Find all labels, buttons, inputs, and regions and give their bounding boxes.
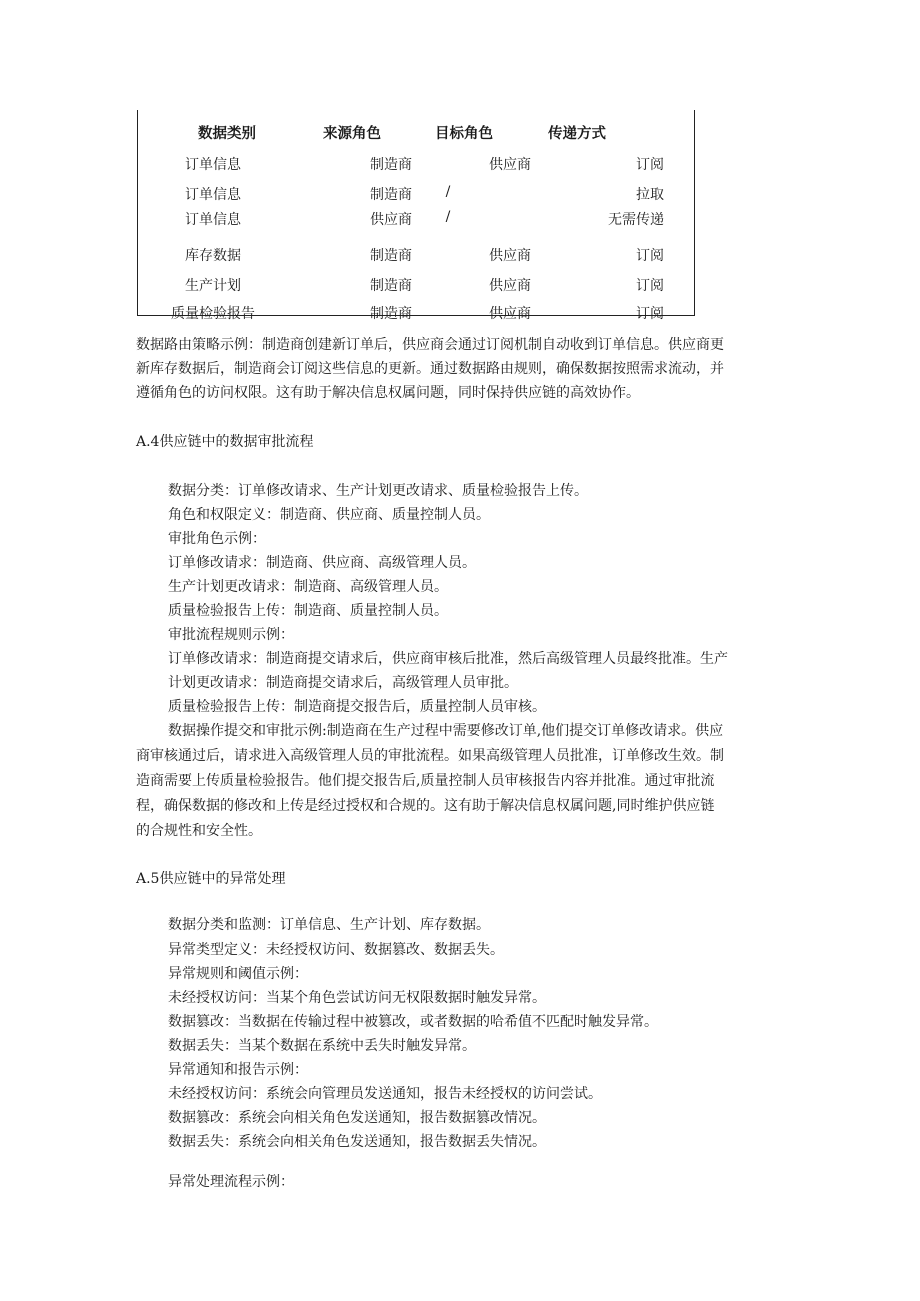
body-line: 数据丢失：当某个数据在系统中丢失时触发异常。 (168, 1038, 476, 1054)
body-line: 审批角色示例： (168, 531, 266, 547)
table-cell: 订阅 (636, 248, 664, 264)
table-cell: 拉取 (636, 187, 664, 203)
table-cell: 供应商 (489, 306, 531, 322)
table-header-delivery-method: 传递方式 (548, 126, 606, 142)
body-line: 数据分类：订单修改请求、生产计划更改请求、质量检验报告上传。 (168, 483, 588, 499)
body-line: 异常通知和报告示例： (168, 1062, 308, 1078)
body-line: 质量检验报告上传：制造商、质量控制人员。 (168, 603, 448, 619)
data-routing-table (137, 110, 695, 322)
table-cell: 制造商 (370, 248, 412, 264)
body-line: 的合规性和安全性。 (136, 823, 262, 839)
table-cell: 订单信息 (185, 212, 241, 228)
paragraph-line: 数据路由策略示例：制造商创建新订单后，供应商会通过订阅机制自动收到订单信息。供应商更 (136, 337, 724, 353)
body-line: 未经授权访问：系统会向管理员发送通知，报告未经授权的访问尝试。 (168, 1086, 602, 1102)
section-a4-heading: A.4供应链中的数据审批流程 (136, 434, 314, 450)
body-line: 异常规则和阈值示例： (168, 966, 308, 982)
table-cell: 制造商 (370, 157, 412, 173)
body-line: 异常类型定义：未经授权访问、数据篡改、数据丢失。 (168, 942, 504, 958)
body-line: 数据丢失：系统会向相关角色发送通知，报告数据丢失情况。 (168, 1134, 546, 1150)
body-line: 质量检验报告上传：制造商提交报告后，质量控制人员审核。 (168, 699, 546, 715)
body-line: 角色和权限定义：制造商、供应商、质量控制人员。 (168, 507, 490, 523)
body-line: 计划更改请求：制造商提交请求后，高级管理人员审批。 (168, 675, 518, 691)
body-line: 造商需要上传质量检验报告。他们提交报告后,质量控制人员审核报告内容并批准。通过审批流 (136, 773, 715, 789)
body-line: 异常处理流程示例： (168, 1174, 294, 1190)
paragraph-line: 遵循角色的访问权限。这有助于解决信息权属问题，同时保持供应链的高效协作。 (136, 385, 640, 401)
body-line: 订单修改请求：制造商、供应商、高级管理人员。 (168, 555, 476, 571)
table-cell: 供应商 (370, 212, 412, 228)
table-cell: 生产计划 (185, 278, 241, 294)
body-line: 商审核通过后，请求进入高级管理人员的审批流程。如果高级管理人员批准，订单修改生效。制 (136, 748, 724, 764)
table-cell: / (445, 209, 451, 225)
table-cell: 制造商 (370, 278, 412, 294)
body-line: 数据分类和监测：订单信息、生产计划、库存数据。 (168, 917, 490, 933)
table-cell: 订阅 (636, 157, 664, 173)
table-cell: / (445, 184, 451, 200)
table-cell: 无需传递 (608, 212, 664, 228)
paragraph-line: 新库存数据后，制造商会订阅这些信息的更新。通过数据路由规则，确保数据按照需求流动，并 (136, 361, 724, 377)
table-cell: 订阅 (636, 306, 664, 322)
table-cell: 供应商 (489, 248, 531, 264)
body-line: 未经授权访问：当某个角色尝试访问无权限数据时触发异常。 (168, 990, 546, 1006)
table-cell: 库存数据 (185, 248, 241, 264)
table-header-category: 数据类别 (198, 126, 256, 142)
table-cell: 订单信息 (185, 187, 241, 203)
table-header-source-role: 来源角色 (323, 126, 381, 142)
body-line: 订单修改请求：制造商提交请求后，供应商审核后批准，然后高级管理人员最终批准。生产 (168, 651, 728, 667)
table-cell: 供应商 (489, 157, 531, 173)
table-cell: 供应商 (489, 278, 531, 294)
table-cell: 质量检验报告 (171, 306, 255, 322)
table-header-target-role: 目标角色 (435, 126, 493, 142)
body-line: 程，确保数据的修改和上传是经过授权和合规的。这有助于解决信息权属问题,同时维护供应链 (136, 798, 715, 814)
section-a5-heading: A.5供应链中的异常处理 (136, 871, 286, 887)
table-cell: 订单信息 (185, 157, 241, 173)
body-line: 生产计划更改请求：制造商、高级管理人员。 (168, 579, 448, 595)
body-line: 数据篡改：当数据在传输过程中被篡改，或者数据的哈希值不匹配时触发异常。 (168, 1014, 658, 1030)
table-cell: 制造商 (370, 187, 412, 203)
body-line: 数据操作提交和审批示例:制造商在生产过程中需要修改订单,他们提交订单修改请求。供应 (168, 723, 724, 739)
body-line: 数据篡改：系统会向相关角色发送通知，报告数据篡改情况。 (168, 1110, 546, 1126)
table-cell: 制造商 (370, 306, 412, 322)
table-cell: 订阅 (636, 278, 664, 294)
body-line: 审批流程规则示例： (168, 627, 294, 643)
